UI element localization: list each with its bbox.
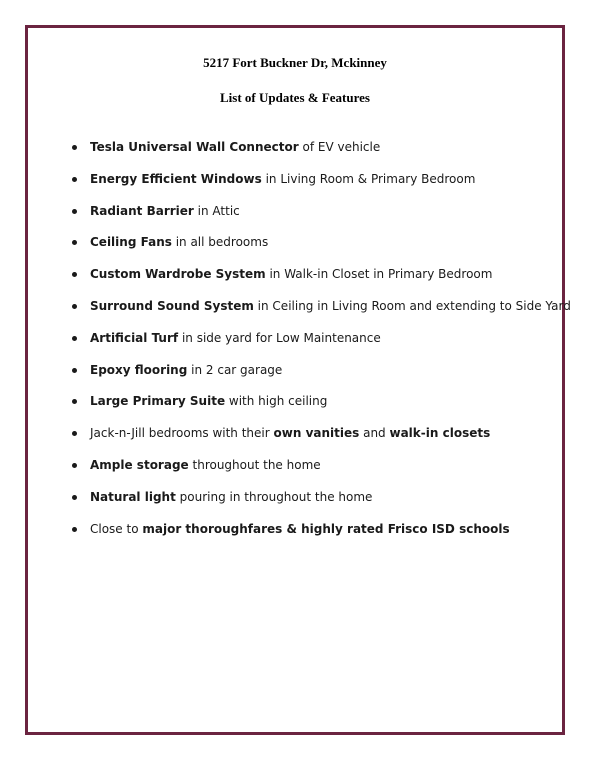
feature-detail: throughout the home bbox=[188, 457, 321, 472]
feature-detail: in Living Room & Primary Bedroom bbox=[261, 171, 476, 186]
feature-highlight: Custom Wardrobe System bbox=[90, 267, 266, 282]
bullet-icon bbox=[72, 240, 77, 245]
feature-item bbox=[28, 329, 562, 361]
feature-item bbox=[28, 488, 562, 520]
feature-detail: in Walk-in Closet in Primary Bedroom bbox=[265, 267, 493, 282]
bullet-icon bbox=[72, 495, 77, 500]
bullet-icon bbox=[72, 336, 77, 341]
feature-item bbox=[28, 392, 562, 424]
feature-highlight: Large Primary Suite bbox=[90, 394, 226, 409]
feature-item bbox=[28, 424, 562, 456]
bullet-icon bbox=[72, 431, 77, 436]
feature-detail: Close to bbox=[90, 521, 143, 536]
feature-detail: in side yard for Low Maintenance bbox=[178, 330, 381, 345]
bullet-icon bbox=[72, 304, 77, 309]
feature-highlight: Energy Efficient Windows bbox=[90, 171, 262, 186]
feature-highlight: Artificial Turf bbox=[90, 330, 179, 345]
feature-highlight: Radiant Barrier bbox=[90, 203, 194, 218]
feature-text bbox=[90, 138, 380, 156]
feature-text bbox=[90, 170, 475, 188]
feature-text bbox=[90, 488, 372, 506]
feature-detail: pouring in throughout the home bbox=[175, 489, 373, 504]
feature-highlight: Epoxy flooring bbox=[90, 362, 188, 377]
bullet-icon bbox=[72, 463, 77, 468]
feature-item bbox=[28, 138, 562, 170]
feature-highlight: own vanities bbox=[273, 426, 360, 441]
feature-highlight: walk-in closets bbox=[389, 426, 491, 441]
feature-item bbox=[28, 520, 562, 552]
feature-item bbox=[28, 233, 562, 265]
feature-text bbox=[90, 297, 571, 315]
feature-text bbox=[90, 233, 268, 251]
feature-detail: in Ceiling in Living Room and extending to Side Yard bbox=[253, 298, 571, 313]
feature-item bbox=[28, 361, 562, 393]
feature-detail: in 2 car garage bbox=[187, 362, 283, 377]
bullet-icon bbox=[72, 145, 77, 150]
feature-text bbox=[90, 520, 510, 538]
feature-detail: with high ceiling bbox=[225, 394, 328, 409]
bullet-icon bbox=[72, 272, 77, 277]
feature-text bbox=[90, 329, 381, 347]
feature-highlight: Tesla Universal Wall Connector bbox=[90, 140, 299, 154]
feature-detail: in all bedrooms bbox=[171, 235, 269, 250]
feature-highlight: Ceiling Fans bbox=[90, 235, 172, 250]
feature-highlight: Ample storage bbox=[90, 457, 189, 472]
feature-text bbox=[90, 424, 490, 442]
feature-text bbox=[90, 202, 240, 220]
feature-highlight: major thoroughfares & highly rated Frisco ISD schools bbox=[142, 521, 510, 536]
feature-item bbox=[28, 202, 562, 234]
feature-item bbox=[28, 297, 571, 329]
bullet-icon bbox=[72, 527, 77, 532]
feature-text bbox=[90, 265, 492, 283]
document-frame bbox=[25, 25, 571, 735]
feature-text bbox=[90, 392, 327, 410]
document-heading: List of Updates & Features bbox=[220, 90, 370, 105]
feature-text bbox=[90, 456, 321, 474]
bullet-icon bbox=[72, 209, 77, 214]
feature-text bbox=[90, 361, 282, 379]
feature-detail: in Attic bbox=[193, 203, 240, 218]
feature-detail: and bbox=[359, 426, 390, 441]
feature-list bbox=[28, 138, 571, 551]
feature-item bbox=[28, 265, 562, 297]
feature-detail: of EV vehicle bbox=[298, 140, 381, 154]
feature-detail: Jack-n-Jill bedrooms with their bbox=[90, 426, 274, 441]
feature-highlight: Surround Sound System bbox=[90, 298, 254, 313]
bullet-icon bbox=[72, 177, 77, 182]
feature-item bbox=[28, 170, 562, 202]
document-address-title: 5217 Fort Buckner Dr, Mckinney bbox=[203, 55, 387, 70]
bullet-icon bbox=[72, 368, 77, 373]
feature-item bbox=[28, 456, 562, 488]
bullet-icon bbox=[72, 399, 77, 404]
feature-highlight: Natural light bbox=[90, 489, 176, 504]
